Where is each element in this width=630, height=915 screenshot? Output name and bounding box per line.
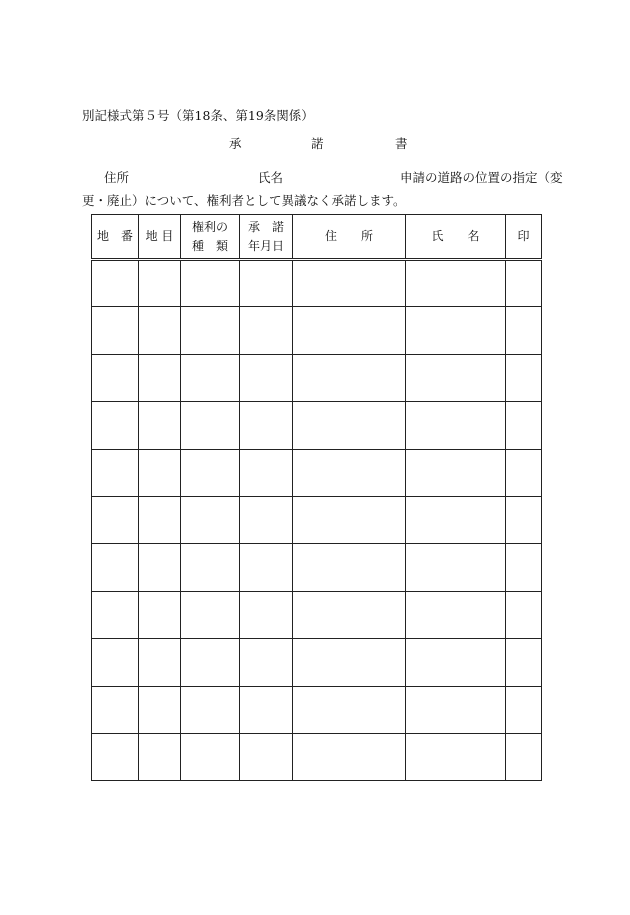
header-right-type: 権利の 種 類	[181, 215, 240, 260]
cell-lot-number[interactable]	[92, 354, 139, 401]
cell-seal[interactable]	[506, 354, 542, 401]
name-label: 氏名	[258, 170, 284, 185]
cell-right-type[interactable]	[181, 591, 240, 638]
cell-right-type[interactable]	[181, 544, 240, 591]
cell-address[interactable]	[293, 686, 406, 733]
cell-right-type[interactable]	[181, 260, 240, 307]
cell-land-category[interactable]	[139, 544, 181, 591]
header-address: 住 所	[293, 215, 406, 260]
cell-address[interactable]	[293, 733, 406, 780]
table-row	[92, 496, 542, 543]
cell-seal[interactable]	[506, 260, 542, 307]
cell-land-category[interactable]	[139, 639, 181, 686]
cell-land-category[interactable]	[139, 354, 181, 401]
cell-lot-number[interactable]	[92, 496, 139, 543]
cell-address[interactable]	[293, 639, 406, 686]
cell-name[interactable]	[406, 354, 506, 401]
cell-seal[interactable]	[506, 449, 542, 496]
table-row	[92, 639, 542, 686]
cell-name[interactable]	[406, 639, 506, 686]
cell-right-type[interactable]	[181, 307, 240, 354]
cell-name[interactable]	[406, 307, 506, 354]
document-title-char-3: 書	[395, 136, 408, 151]
cell-land-category[interactable]	[139, 260, 181, 307]
document-title-char-2: 諾	[311, 136, 324, 151]
table-row	[92, 591, 542, 638]
cell-right-type[interactable]	[181, 733, 240, 780]
cell-right-type[interactable]	[181, 496, 240, 543]
cell-lot-number[interactable]	[92, 260, 139, 307]
cell-name[interactable]	[406, 496, 506, 543]
cell-address[interactable]	[293, 402, 406, 449]
cell-land-category[interactable]	[139, 402, 181, 449]
cell-address[interactable]	[293, 496, 406, 543]
cell-lot-number[interactable]	[92, 591, 139, 638]
cell-address[interactable]	[293, 307, 406, 354]
table-row	[92, 449, 542, 496]
document-title-char-1: 承	[229, 136, 242, 151]
cell-name[interactable]	[406, 544, 506, 591]
cell-name[interactable]	[406, 402, 506, 449]
cell-right-type[interactable]	[181, 686, 240, 733]
header-name: 氏 名	[406, 215, 506, 260]
cell-name[interactable]	[406, 686, 506, 733]
form-label: 別記様式第５号（第18条、第19条関係）	[82, 108, 314, 123]
cell-lot-number[interactable]	[92, 686, 139, 733]
cell-consent-date[interactable]	[240, 307, 293, 354]
header-consent-date: 承 諾 年月日	[240, 215, 293, 260]
cell-right-type[interactable]	[181, 402, 240, 449]
cell-lot-number[interactable]	[92, 402, 139, 449]
cell-consent-date[interactable]	[240, 354, 293, 401]
consent-text-line-2: 更・廃止）について、権利者として異議なく承諾します。	[82, 193, 406, 208]
cell-seal[interactable]	[506, 544, 542, 591]
header-lot-number: 地 番	[92, 215, 139, 260]
cell-consent-date[interactable]	[240, 496, 293, 543]
table-row	[92, 354, 542, 401]
cell-address[interactable]	[293, 260, 406, 307]
cell-consent-date[interactable]	[240, 544, 293, 591]
cell-lot-number[interactable]	[92, 544, 139, 591]
cell-seal[interactable]	[506, 591, 542, 638]
cell-consent-date[interactable]	[240, 449, 293, 496]
table-header-row	[92, 215, 542, 260]
cell-address[interactable]	[293, 591, 406, 638]
cell-land-category[interactable]	[139, 733, 181, 780]
cell-consent-date[interactable]	[240, 260, 293, 307]
cell-land-category[interactable]	[139, 591, 181, 638]
cell-name[interactable]	[406, 449, 506, 496]
cell-consent-date[interactable]	[240, 402, 293, 449]
cell-seal[interactable]	[506, 402, 542, 449]
table-row	[92, 402, 542, 449]
cell-name[interactable]	[406, 591, 506, 638]
cell-land-category[interactable]	[139, 449, 181, 496]
cell-seal[interactable]	[506, 496, 542, 543]
table-row	[92, 544, 542, 591]
address-label: 住所	[104, 170, 130, 185]
consent-table	[91, 214, 542, 781]
table-row	[92, 260, 542, 307]
cell-land-category[interactable]	[139, 496, 181, 543]
cell-address[interactable]	[293, 544, 406, 591]
cell-seal[interactable]	[506, 307, 542, 354]
cell-consent-date[interactable]	[240, 733, 293, 780]
cell-lot-number[interactable]	[92, 733, 139, 780]
consent-text-line-1: 申請の道路の位置の指定（変	[400, 170, 563, 185]
table-row	[92, 307, 542, 354]
cell-consent-date[interactable]	[240, 686, 293, 733]
cell-address[interactable]	[293, 354, 406, 401]
cell-seal[interactable]	[506, 639, 542, 686]
cell-lot-number[interactable]	[92, 639, 139, 686]
table-row	[92, 686, 542, 733]
cell-lot-number[interactable]	[92, 307, 139, 354]
cell-name[interactable]	[406, 733, 506, 780]
cell-right-type[interactable]	[181, 449, 240, 496]
cell-name[interactable]	[406, 260, 506, 307]
cell-consent-date[interactable]	[240, 591, 293, 638]
cell-right-type[interactable]	[181, 354, 240, 401]
header-land-category: 地 目	[139, 215, 181, 260]
cell-land-category[interactable]	[139, 307, 181, 354]
cell-right-type[interactable]	[181, 639, 240, 686]
cell-consent-date[interactable]	[240, 639, 293, 686]
cell-lot-number[interactable]	[92, 449, 139, 496]
header-seal: 印	[506, 215, 542, 260]
cell-seal[interactable]	[506, 733, 542, 780]
cell-seal[interactable]	[506, 686, 542, 733]
cell-land-category[interactable]	[139, 686, 181, 733]
table-row	[92, 733, 542, 780]
cell-address[interactable]	[293, 449, 406, 496]
